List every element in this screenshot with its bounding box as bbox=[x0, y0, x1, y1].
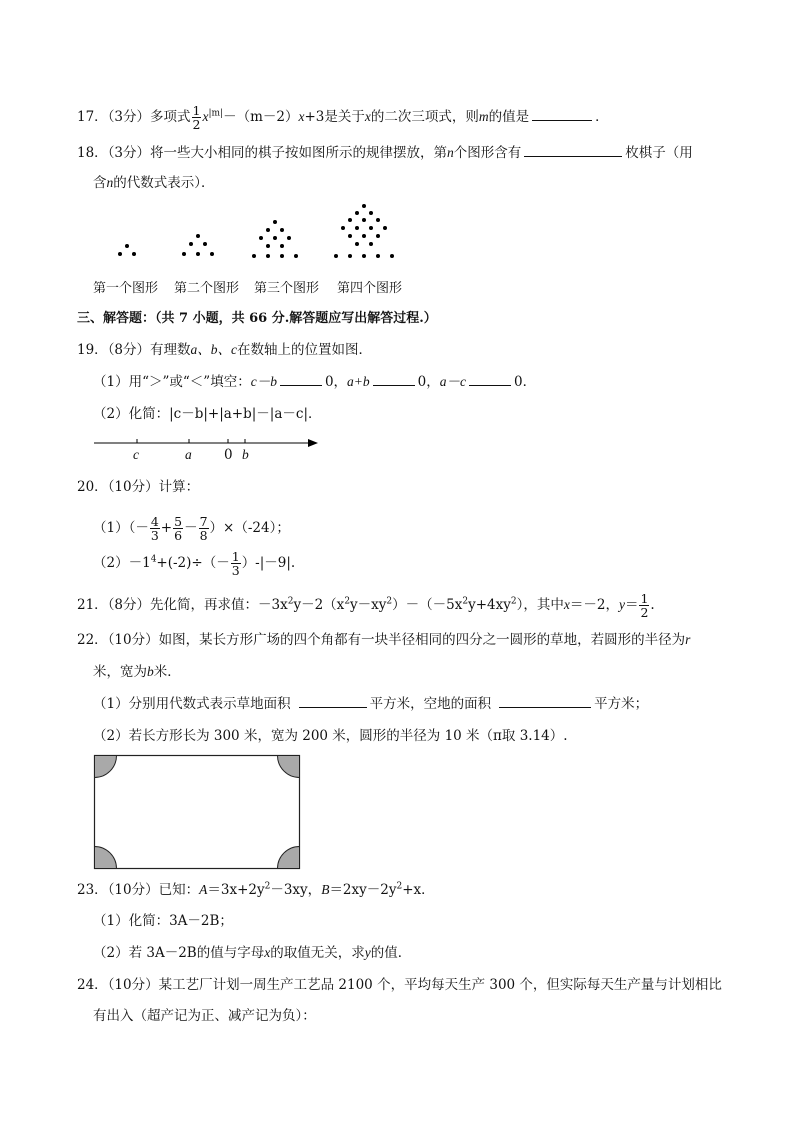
q20-text: 计算： bbox=[158, 479, 200, 495]
q20-part2-label: （2） bbox=[93, 555, 129, 571]
q23-t3: －3xy， bbox=[270, 882, 322, 898]
q20-frac-1-num: 4 bbox=[150, 514, 159, 529]
q18-text2: 个图形含有 bbox=[453, 145, 522, 161]
q21-end: . bbox=[650, 597, 655, 613]
q21-t7: ＝－2， bbox=[569, 597, 619, 613]
q20-p2-c: ）-|－9|. bbox=[241, 555, 296, 571]
rectangle-plaza bbox=[95, 756, 300, 869]
axis-label-b: b bbox=[242, 447, 249, 462]
q21-e4: 2 bbox=[462, 596, 469, 607]
q19-vars: a、b、c bbox=[190, 342, 238, 357]
q18-text5: 的代数式表示）． bbox=[113, 175, 215, 191]
q22-var-b: b bbox=[147, 664, 154, 679]
figure-3-dots bbox=[252, 220, 298, 258]
q19-number: 19． bbox=[77, 342, 108, 358]
q19-zero-3: 0． bbox=[514, 374, 537, 390]
caption-figure-1: 第一个图形 bbox=[93, 281, 159, 296]
q23-e1: 2 bbox=[264, 881, 271, 892]
q17-frac-den: 2 bbox=[192, 117, 201, 132]
q20-number: 20． bbox=[77, 479, 108, 495]
q20-line1 bbox=[77, 477, 199, 497]
q22-part1-text2: 平方米，空地的面积 bbox=[369, 696, 492, 712]
caption-figure-3: 第三个图形 bbox=[254, 281, 320, 296]
q20-frac-4 bbox=[231, 550, 241, 577]
q21-e2: 2 bbox=[344, 596, 351, 607]
arrow-right-icon bbox=[308, 439, 318, 447]
q19-zero-2: 0， bbox=[417, 374, 440, 390]
q19-expr-3: a－c bbox=[439, 374, 467, 389]
q23-t4: ＝2xy－2y bbox=[329, 882, 397, 898]
q20-p2-a: －1 bbox=[128, 555, 151, 571]
q23-var-x: x bbox=[264, 945, 271, 960]
q18-answer-blank[interactable] bbox=[524, 144, 622, 157]
q22-blank-2[interactable] bbox=[499, 695, 591, 708]
q18-text3: 枚棋子（用 bbox=[625, 145, 693, 161]
q19-expr-2: a+b bbox=[347, 374, 370, 389]
q17-text: 多项式 bbox=[150, 109, 191, 125]
q23-part2-text2: 的取值无关，求 bbox=[270, 945, 365, 961]
q20-plus: + bbox=[160, 520, 173, 536]
q17-var-x: x bbox=[202, 109, 209, 124]
q20-frac-2-den: 6 bbox=[174, 528, 183, 543]
q19-score: （8分） bbox=[107, 342, 151, 358]
q23-var-y: y bbox=[364, 945, 371, 960]
q22-line1 bbox=[77, 630, 690, 650]
q18-text: 将一些大小相同的棋子按如图所示的规律摆放，第 bbox=[150, 145, 448, 161]
q20-frac-2 bbox=[173, 515, 183, 542]
q20-score: （10分） bbox=[107, 479, 159, 495]
section-3-title: 三、解答题：（共 7 小题，共 66 分.解答题应写出解答过程.） bbox=[77, 311, 437, 326]
q21-number: 21． bbox=[77, 597, 108, 613]
q23-part2 bbox=[93, 943, 411, 963]
q23-text: 已知： bbox=[158, 882, 200, 898]
q19-text2: 在数轴上的位置如图． bbox=[237, 342, 373, 358]
q23-var-A: A bbox=[199, 882, 208, 897]
q17-var-x3: x bbox=[364, 109, 371, 124]
q23-t2: ＝3x+2y bbox=[207, 882, 265, 898]
q21-e1: 2 bbox=[287, 596, 294, 607]
q23-line1 bbox=[77, 880, 435, 900]
q17-line bbox=[77, 104, 609, 131]
q18-var-n2: n bbox=[106, 175, 114, 190]
q20-part1 bbox=[93, 512, 290, 544]
q21-t6: ），其中 bbox=[516, 597, 564, 613]
q21-var-y: y bbox=[618, 597, 625, 612]
q21-t8: ＝ bbox=[624, 597, 639, 613]
q20-part2 bbox=[93, 547, 295, 579]
q22-text3: 米． bbox=[153, 664, 181, 680]
q20-frac-3-num: 7 bbox=[199, 514, 208, 529]
q19-blank-3[interactable] bbox=[469, 373, 511, 386]
q23-score: （10分） bbox=[107, 882, 159, 898]
q21-frac-den: 2 bbox=[640, 605, 649, 620]
q20-p2-b: +(-2)÷（－ bbox=[156, 555, 230, 571]
q17-text5: 的值是 bbox=[488, 109, 530, 125]
q19-blank-2[interactable] bbox=[373, 373, 415, 386]
q19-expr-1: c－b bbox=[250, 374, 277, 389]
q18-number: 18． bbox=[77, 145, 108, 161]
q21-t3: y－xy bbox=[350, 597, 387, 613]
q21-e3: 2 bbox=[386, 596, 393, 607]
q20-frac-1 bbox=[150, 515, 160, 542]
axis-label-c: c bbox=[133, 447, 139, 462]
q20-frac-3-den: 8 bbox=[199, 528, 208, 543]
q18-text4: 含 bbox=[93, 175, 107, 191]
q17-number: 17． bbox=[77, 109, 108, 125]
q22-blank-1[interactable] bbox=[299, 695, 367, 708]
q22-part2: （2）若长方形长为 300 米，宽为 200 米，圆形的半径为 10 米（π取 3.14）. bbox=[93, 728, 568, 744]
q20-p1-close: ）×（-24）； bbox=[209, 520, 290, 536]
q21-t1: 先化简，再求值：－3x bbox=[150, 597, 288, 613]
q20-p1-open: （－ bbox=[128, 520, 149, 536]
q23-number: 23． bbox=[77, 882, 108, 898]
q19-line1 bbox=[77, 340, 372, 360]
q21-t5: y+4xy bbox=[468, 597, 511, 613]
q20-part1-label: （1） bbox=[93, 520, 129, 536]
figure-2-dots bbox=[182, 234, 214, 256]
q17-var-m: m bbox=[478, 109, 489, 124]
q20-frac-4-den: 3 bbox=[231, 563, 240, 578]
q17-exponent: |m| bbox=[208, 108, 224, 119]
q22-figure bbox=[93, 754, 303, 872]
q22-line2 bbox=[93, 662, 181, 682]
axis-label-a: a bbox=[185, 447, 192, 462]
q20-frac-2-num: 5 bbox=[174, 514, 183, 529]
axis-label-0: 0 bbox=[224, 447, 233, 463]
q24-line1 bbox=[77, 975, 722, 995]
q22-var-r: r bbox=[685, 632, 691, 647]
q21-t2: y－2（x bbox=[293, 597, 345, 613]
q20-frac-4-num: 1 bbox=[231, 549, 240, 564]
figure-4-dots bbox=[334, 204, 394, 258]
q20-frac-1-den: 3 bbox=[150, 528, 159, 543]
q21-t4: ）－（－5x bbox=[392, 597, 463, 613]
q21-line bbox=[77, 590, 655, 620]
q19-text: 有理数 bbox=[150, 342, 191, 358]
q18-var-n: n bbox=[447, 145, 454, 160]
q17-answer-blank[interactable] bbox=[532, 108, 592, 121]
q22-part1-text: （1）分别用代数式表示草地面积 bbox=[93, 696, 291, 712]
q17-end: ． bbox=[595, 109, 609, 125]
q23-t5: +x． bbox=[402, 882, 435, 898]
q22-part1-text3: 平方米； bbox=[594, 696, 649, 712]
caption-figure-4: 第四个图形 bbox=[337, 281, 403, 296]
q17-score: （3分） bbox=[107, 109, 151, 125]
q19-number-line bbox=[90, 432, 330, 466]
q22-text: 如图，某长方形广场的四个角都有一块半径相同的四分之一圆形的草地，若圆形的半径为 bbox=[158, 632, 686, 648]
q17-text2: －（m－2） bbox=[223, 109, 299, 125]
q22-part1 bbox=[93, 694, 648, 714]
q21-score: （8分） bbox=[107, 597, 151, 613]
q17-frac-num: 1 bbox=[192, 103, 201, 118]
q24-score: （10分） bbox=[107, 977, 159, 993]
q23-e2: 2 bbox=[396, 881, 403, 892]
q18-line2 bbox=[93, 173, 215, 193]
q18-line1 bbox=[77, 143, 693, 163]
q19-part1-text: （1）用“＞”或“＜”填空： bbox=[93, 374, 251, 390]
q22-number: 22． bbox=[77, 632, 108, 648]
q22-score: （10分） bbox=[107, 632, 159, 648]
q21-e5: 2 bbox=[510, 596, 517, 607]
q17-var-x2: x bbox=[298, 109, 305, 124]
q18-figure bbox=[80, 200, 440, 270]
q19-part2: （2）化简：|c－b|+|a+b|－|a－c|． bbox=[93, 406, 322, 422]
q17-fraction bbox=[192, 104, 202, 131]
q20-p2-exponent: 4 bbox=[150, 554, 157, 565]
q23-part1: （1）化简：3A－2B； bbox=[93, 913, 233, 929]
q23-part2-text3: 的值． bbox=[370, 945, 412, 961]
q24-line2: 有出入（超产记为正、减产记为负）： bbox=[93, 1008, 316, 1024]
q21-var-x: x bbox=[563, 597, 570, 612]
q17-text4: 的二次三项式，则 bbox=[370, 109, 479, 125]
q21-frac-num: 1 bbox=[640, 591, 649, 606]
q18-score: （3分） bbox=[107, 145, 151, 161]
q23-part2-text: （2）若 3A－2B的值与字母 bbox=[93, 945, 265, 961]
q19-blank-1[interactable] bbox=[280, 373, 322, 386]
q20-frac-3 bbox=[199, 515, 209, 542]
q17-text3: +3是关于 bbox=[304, 109, 365, 125]
caption-figure-2: 第二个图形 bbox=[174, 281, 240, 296]
q19-part1 bbox=[93, 372, 536, 392]
q20-minus: － bbox=[184, 520, 198, 536]
q22-text2: 米，宽为 bbox=[93, 664, 147, 680]
figure-1-dots bbox=[118, 244, 136, 256]
q21-fraction bbox=[639, 592, 649, 619]
q24-number: 24． bbox=[77, 977, 108, 993]
q23-var-B: B bbox=[321, 882, 330, 897]
q19-zero-1: 0， bbox=[324, 374, 348, 390]
q24-text: 某工艺厂计划一周生产工艺品 2100 个，平均每天生产 300 个，但实际每天生产量与计划相比 bbox=[158, 977, 722, 993]
